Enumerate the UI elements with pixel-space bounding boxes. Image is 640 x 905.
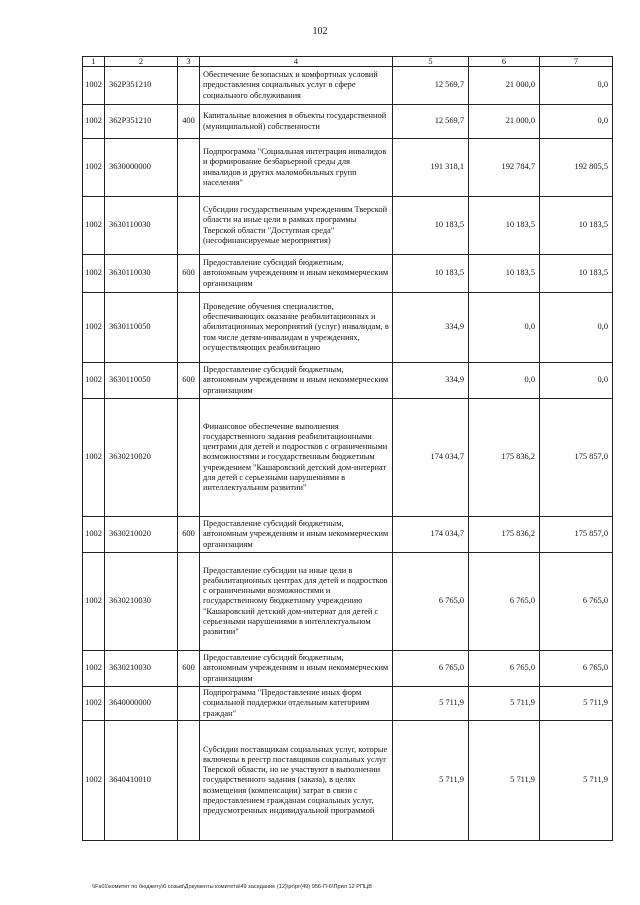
amount-col7-cell: 175 857,0 — [540, 399, 613, 517]
amount-col5-cell: 191 318,1 — [393, 139, 469, 197]
target-item-cell: 3640410010 — [105, 721, 178, 841]
amount-col7-cell: 6 765,0 — [540, 651, 613, 687]
item-name-cell: Предоставление субсидий бюджетным, автономным учреждениям и иным некоммерческим организациям — [200, 363, 393, 399]
amount-col7-cell: 10 183,5 — [540, 255, 613, 293]
expense-type-cell — [178, 399, 200, 517]
amount-col6-cell: 21 000,0 — [469, 67, 540, 105]
column-header: 6 — [469, 57, 540, 67]
table-row — [83, 687, 613, 721]
table-row — [83, 399, 613, 517]
amount-col5-cell: 174 034,7 — [393, 517, 469, 553]
amount-col5-cell: 334,9 — [393, 363, 469, 399]
expense-type-cell: 600 — [178, 255, 200, 293]
amount-col5-cell: 12 569,7 — [393, 105, 469, 139]
section-code-cell: 1002 — [83, 139, 105, 197]
table-row — [83, 105, 613, 139]
amount-col6-cell: 10 183,5 — [469, 197, 540, 255]
amount-col7-cell: 0,0 — [540, 293, 613, 363]
item-name-cell: Капитальные вложения в объекты государственной (муниципальной) собственности — [200, 105, 393, 139]
amount-col7-cell: 5 711,9 — [540, 687, 613, 721]
amount-col5-cell: 10 183,5 — [393, 197, 469, 255]
amount-col5-cell: 334,9 — [393, 293, 469, 363]
amount-col7-cell: 0,0 — [540, 363, 613, 399]
expense-type-cell: 600 — [178, 363, 200, 399]
item-name-cell: Предоставление субсидий бюджетным, автономным учреждениям и иным некоммерческим организациям — [200, 517, 393, 553]
amount-col6-cell: 0,0 — [469, 293, 540, 363]
section-code-cell: 1002 — [83, 651, 105, 687]
amount-col6-cell: 0,0 — [469, 363, 540, 399]
section-code-cell: 1002 — [83, 293, 105, 363]
amount-col7-cell: 0,0 — [540, 67, 613, 105]
target-item-cell: 3630210030 — [105, 553, 178, 651]
table-header-row — [83, 57, 613, 67]
table-row — [83, 255, 613, 293]
item-name-cell: Субсидии государственным учреждениям Тверской области на иные цели в рамках программы Тверской области "Доступная среда" (несофинансируемые мероприятия) — [200, 197, 393, 255]
section-code-cell: 1002 — [83, 517, 105, 553]
amount-col7-cell: 192 805,5 — [540, 139, 613, 197]
column-header: 7 — [540, 57, 613, 67]
section-code-cell: 1002 — [83, 105, 105, 139]
amount-col5-cell: 5 711,9 — [393, 687, 469, 721]
column-header: 5 — [393, 57, 469, 67]
target-item-cell: 3630210020 — [105, 517, 178, 553]
column-header: 1 — [83, 57, 105, 67]
amount-col5-cell: 12 569,7 — [393, 67, 469, 105]
expense-type-cell — [178, 139, 200, 197]
item-name-cell: Проведение обучения специалистов, обеспечивающих оказание реабилитационных и абилитационных мероприятий (услуг) инвалидам, в том числе детям-инвалидам в учреждениях, осуществляющих реабилитацию — [200, 293, 393, 363]
table-row — [83, 553, 613, 651]
target-item-cell: 3630000000 — [105, 139, 178, 197]
section-code-cell: 1002 — [83, 255, 105, 293]
table-row — [83, 67, 613, 105]
page-number: 102 — [312, 26, 328, 37]
section-code-cell: 1002 — [83, 197, 105, 255]
table-row — [83, 363, 613, 399]
amount-col5-cell: 174 034,7 — [393, 399, 469, 517]
amount-col6-cell: 5 711,9 — [469, 721, 540, 841]
expense-type-cell — [178, 67, 200, 105]
section-code-cell: 1002 — [83, 553, 105, 651]
target-item-cell: 3630110050 — [105, 293, 178, 363]
column-header: 4 — [200, 57, 393, 67]
expense-type-cell — [178, 553, 200, 651]
table-body — [83, 67, 613, 841]
file-path-footer: \\Fs01\комитет по бюджету\6 созыв\Документы комитета\49 заседание (12)\рг\рг(49) 956-П-6\Прил 12 РПЦВ — [92, 884, 372, 890]
target-item-cell: 3630210030 — [105, 651, 178, 687]
table-row — [83, 517, 613, 553]
expense-type-cell — [178, 687, 200, 721]
item-name-cell: Предоставление субсидий бюджетным, автономным учреждениям и иным некоммерческим организациям — [200, 255, 393, 293]
amount-col6-cell: 5 711,9 — [469, 687, 540, 721]
amount-col7-cell: 6 765,0 — [540, 553, 613, 651]
budget-table — [82, 56, 613, 841]
expense-type-cell — [178, 293, 200, 363]
column-header: 2 — [105, 57, 178, 67]
table-row — [83, 721, 613, 841]
target-item-cell: 362P351210 — [105, 67, 178, 105]
amount-col6-cell: 10 183,5 — [469, 255, 540, 293]
column-header: 3 — [178, 57, 200, 67]
amount-col5-cell: 6 765,0 — [393, 651, 469, 687]
item-name-cell: Подпрограмма "Предоставление иных форм социальной поддержки отдельным категориям граждан" — [200, 687, 393, 721]
section-code-cell: 1002 — [83, 721, 105, 841]
target-item-cell: 3630110030 — [105, 197, 178, 255]
item-name-cell: Подпрограмма "Социальная интеграция инвалидов и формирование безбарьерной среды для инвалидов и других маломобильных групп населения" — [200, 139, 393, 197]
section-code-cell: 1002 — [83, 67, 105, 105]
section-code-cell: 1002 — [83, 687, 105, 721]
section-code-cell: 1002 — [83, 363, 105, 399]
amount-col5-cell: 10 183,5 — [393, 255, 469, 293]
target-item-cell: 3630210020 — [105, 399, 178, 517]
table-row — [83, 293, 613, 363]
expense-type-cell: 400 — [178, 105, 200, 139]
section-code-cell: 1002 — [83, 399, 105, 517]
target-item-cell: 3630110050 — [105, 363, 178, 399]
amount-col7-cell: 10 183,5 — [540, 197, 613, 255]
item-name-cell: Субсидии поставщикам социальных услуг, которые включены в реестр поставщиков социальных услуг Тверской области, но не участвуют в выполнении государственного задания (заказа), в целях возмещения (компенсации) затрат в связи с предоставлением гражданам социальных услуг, предусмотренных индивидуальной программой — [200, 721, 393, 841]
amount-col6-cell: 192 784,7 — [469, 139, 540, 197]
amount-col7-cell: 0,0 — [540, 105, 613, 139]
amount-col7-cell: 175 857,0 — [540, 517, 613, 553]
target-item-cell: 3640000000 — [105, 687, 178, 721]
target-item-cell: 362P351210 — [105, 105, 178, 139]
amount-col6-cell: 175 836,2 — [469, 517, 540, 553]
amount-col6-cell: 175 836,2 — [469, 399, 540, 517]
amount-col6-cell: 6 765,0 — [469, 651, 540, 687]
expense-type-cell: 600 — [178, 517, 200, 553]
amount-col5-cell: 5 711,9 — [393, 721, 469, 841]
amount-col6-cell: 6 765,0 — [469, 553, 540, 651]
amount-col6-cell: 21 000,0 — [469, 105, 540, 139]
table-row — [83, 651, 613, 687]
table-row — [83, 139, 613, 197]
item-name-cell: Предоставление субсидии на иные цели в реабилитационных центрах для детей и подростков с ограниченными возможностями и государственному бюджетному учреждению "Кашаровский детский дом-интернат для детей с серьезными нарушениями в интеллектуальном развитии" — [200, 553, 393, 651]
expense-type-cell — [178, 197, 200, 255]
expense-type-cell — [178, 721, 200, 841]
amount-col5-cell: 6 765,0 — [393, 553, 469, 651]
item-name-cell: Предоставление субсидий бюджетным, автономным учреждениям и иным некоммерческим организациям — [200, 651, 393, 687]
item-name-cell: Финансовое обеспечение выполнения государственного задания реабилитационными центрами для детей и подростков с ограниченными возможностями и государственным бюджетным учреждением "Кашаровский детский дом-интернат для детей с серьезными нарушениями в интеллектуальном развитии" — [200, 399, 393, 517]
item-name-cell: Обеспечение безопасных и комфортных условий предоставления социальных услуг в сфере социального обслуживания — [200, 67, 393, 105]
target-item-cell: 3630110030 — [105, 255, 178, 293]
amount-col7-cell: 5 711,9 — [540, 721, 613, 841]
table-row — [83, 197, 613, 255]
expense-type-cell: 600 — [178, 651, 200, 687]
